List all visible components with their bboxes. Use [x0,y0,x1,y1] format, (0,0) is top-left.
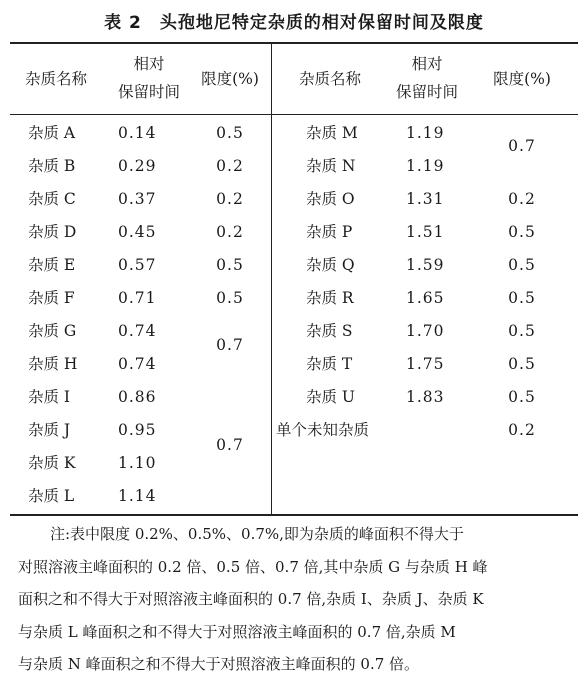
right-row-0-name: 杂质 M [306,124,358,142]
right-row-1-name: 杂质 N [306,157,356,175]
left-row-9-name: 杂质 J [28,421,71,439]
right-row-6-rrt: 1.70 [406,322,445,340]
merged-limit-g-h: 0.7 [216,336,244,354]
left-row-4-name: 杂质 E [28,256,76,274]
merged-limit-i-l: 0.7 [216,436,244,454]
right-row-0-rrt: 1.19 [406,124,445,142]
left-row-5-rrt: 0.71 [118,289,157,307]
left-row-10-name: 杂质 K [28,454,76,472]
left-row-8-name: 杂质 I [28,388,71,406]
right-row-8-limit: 0.5 [508,388,536,406]
right-row-9-name: 单个未知杂质 [276,421,370,439]
left-row-6-rrt: 0.74 [118,322,157,340]
impurity-table [10,42,578,516]
right-row-7-name: 杂质 T [306,355,353,373]
left-header-rrt-line2: 保留时间 [117,83,180,101]
merged-limit-m-n: 0.7 [508,137,536,155]
right-row-9-limit: 0.2 [508,421,536,439]
right-row-5-limit: 0.5 [508,289,536,307]
right-row-4-rrt: 1.59 [406,256,445,274]
note-line-4: 与杂质 L 峰面积之和不得大于对照溶液主峰面积的 0.7 倍,杂质 M [18,622,456,641]
right-header-limit: 限度(%) [493,70,551,88]
left-row-5-name: 杂质 F [28,289,75,307]
right-row-3-rrt: 1.51 [406,223,445,241]
left-row-2-name: 杂质 C [28,190,76,208]
right-row-3-limit: 0.5 [508,223,536,241]
right-row-3-name: 杂质 P [306,223,353,241]
left-header-name: 杂质名称 [24,70,87,88]
note-line-5: 与杂质 N 峰面积之和不得大于对照溶液主峰面积的 0.7 倍。 [18,655,420,673]
right-row-1-rrt: 1.19 [406,157,445,175]
left-row-4-limit: 0.5 [216,256,244,274]
left-row-8-rrt: 0.86 [118,388,157,406]
right-row-2-name: 杂质 O [306,190,355,208]
left-row-2-rrt: 0.37 [118,190,157,208]
right-header-name: 杂质名称 [298,70,361,88]
left-row-7-name: 杂质 H [28,355,78,373]
left-row-1-limit: 0.2 [216,157,244,175]
left-row-6-name: 杂质 G [28,322,77,340]
right-row-8-rrt: 1.83 [406,388,445,406]
left-row-1-rrt: 0.29 [118,157,157,175]
left-row-5-limit: 0.5 [216,289,244,307]
header-divider [10,114,578,115]
right-row-6-name: 杂质 S [306,322,353,340]
table-note [18,518,574,681]
right-row-4-name: 杂质 Q [306,256,355,274]
left-row-11-rrt: 1.14 [118,487,157,505]
table-title: 表 2 头孢地尼特定杂质的相对保留时间及限度 [104,13,484,33]
right-header-rrt [382,50,472,106]
left-row-0-limit: 0.5 [216,124,244,142]
right-header-rrt-line2: 保留时间 [395,83,458,101]
right-header-rrt-line1: 相对 [411,55,443,73]
left-row-0-rrt: 0.14 [118,124,157,142]
left-row-1-name: 杂质 B [28,157,76,175]
right-row-2-limit: 0.2 [508,190,536,208]
left-row-3-limit: 0.2 [216,223,244,241]
right-row-5-rrt: 1.65 [406,289,445,307]
left-header-limit: 限度(%) [201,70,259,88]
left-row-7-rrt: 0.74 [118,355,157,373]
right-row-5-name: 杂质 R [306,289,354,307]
right-row-6-limit: 0.5 [508,322,536,340]
left-row-3-name: 杂质 D [28,223,77,241]
right-row-2-rrt: 1.31 [406,190,445,208]
left-row-3-rrt: 0.45 [118,223,157,241]
right-row-4-limit: 0.5 [508,256,536,274]
left-row-11-name: 杂质 L [28,487,75,505]
note-line-2: 对照溶液主峰面积的 0.2 倍、0.5 倍、0.7 倍,其中杂质 G 与杂质 H 峰 [18,557,488,576]
left-header-rrt-line1: 相对 [133,55,165,73]
left-row-10-rrt: 1.10 [118,454,157,472]
right-row-7-rrt: 1.75 [406,355,445,373]
left-row-0-name: 杂质 A [28,124,76,142]
left-header-rrt [104,50,194,106]
left-row-9-rrt: 0.95 [118,421,157,439]
note-line-1: 注:表中限度 0.2%、0.5%、0.7%,即为杂质的峰面积不得大于 [50,525,464,543]
note-line-3: 面积之和不得大于对照溶液主峰面积的 0.7 倍,杂质 I、杂质 J、杂质 K [18,590,484,608]
left-row-2-limit: 0.2 [216,190,244,208]
right-row-8-name: 杂质 U [306,388,355,406]
right-row-7-limit: 0.5 [508,355,536,373]
left-row-4-rrt: 0.57 [118,256,157,274]
